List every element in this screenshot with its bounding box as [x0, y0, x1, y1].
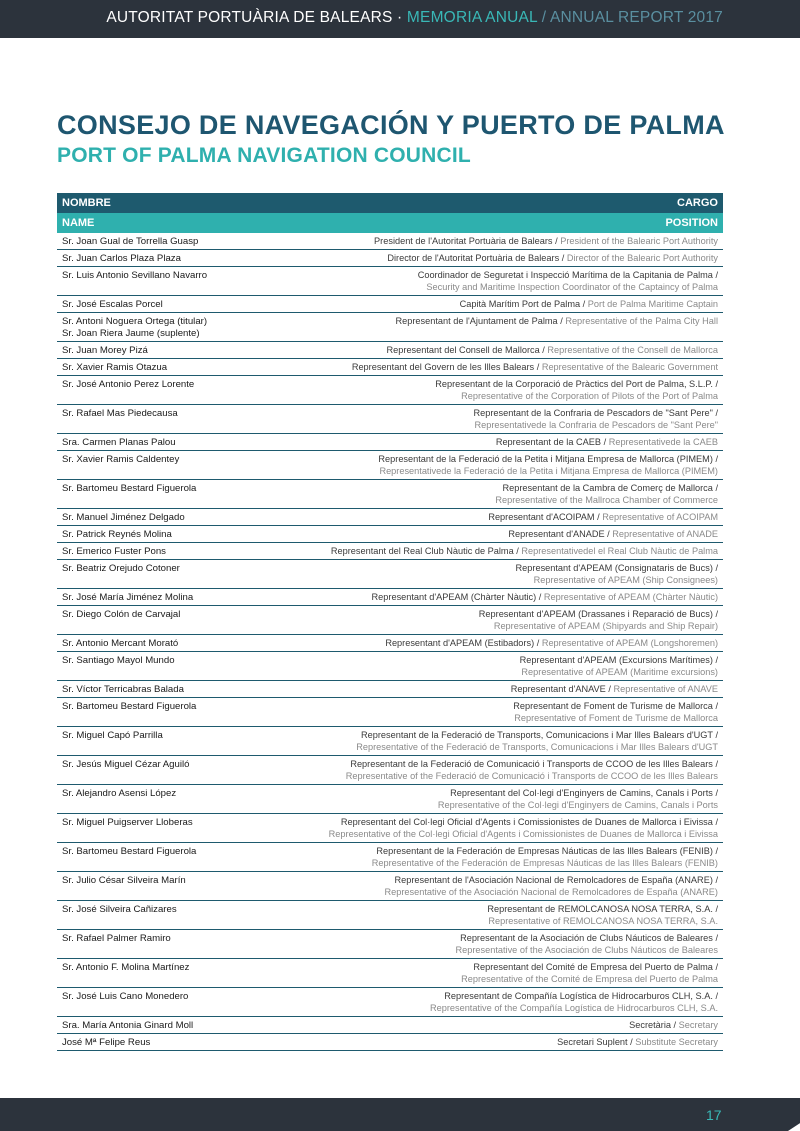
- member-name-text: José Mª Felipe Reus: [62, 1037, 151, 1048]
- position-catalan: President de l'Autoritat Portuària de Balears: [374, 236, 553, 246]
- position-english: Representative of the Federación de Empresas Náuticas de las Illes Balears (FENIB): [371, 857, 718, 868]
- header-position-ca: CARGO: [677, 197, 718, 209]
- table-row: [57, 313, 723, 342]
- position-catalan: Coordinador de Seguretat i Inspecció Marítima de la Capitania de Palma: [417, 270, 713, 280]
- position-separator: /: [712, 655, 718, 665]
- position-separator: /: [712, 454, 718, 464]
- position-separator: /: [712, 875, 718, 885]
- table-row: [57, 652, 723, 681]
- member-name-text: Sr. Juan Morey Pizá: [62, 345, 148, 356]
- position-english: Representative of the Federació de Transports, Comunicacions i Mar Illes Balears d'UGT: [356, 741, 718, 752]
- member-name: [62, 817, 193, 829]
- position-separator: /: [712, 817, 718, 827]
- position-english: Representative of APEAM (Chàrter Nàutic): [543, 592, 718, 602]
- position-separator: /: [712, 379, 718, 389]
- table-body: [57, 233, 723, 1051]
- position-catalan: Representant del Govern de les Illes Balears: [351, 362, 535, 372]
- table-row: [57, 509, 723, 526]
- position-separator: /: [712, 759, 718, 769]
- position-catalan: Director de l'Autoritat Portuària de Balears: [387, 253, 560, 263]
- member-name: [62, 991, 188, 1003]
- position-separator: /: [552, 236, 561, 246]
- member-name-text: Sr. Beatriz Orejudo Cotoner: [62, 563, 180, 574]
- position-separator: /: [604, 529, 613, 539]
- member-name-text: Sr. Rafael Palmer Ramiro: [62, 933, 171, 944]
- position-catalan: Representant del Consell de Mallorca: [386, 345, 540, 355]
- table-row: [57, 930, 723, 959]
- position-separator: /: [534, 362, 542, 372]
- position-english: Port de Palma Maritime Captain: [587, 299, 718, 309]
- position-separator: /: [712, 270, 718, 280]
- member-position: [487, 904, 718, 927]
- member-position: [346, 759, 718, 782]
- position-catalan: Representant de l'Asociación Nacional de Remolcadores de España (ANARE): [394, 875, 713, 885]
- position-separator: /: [712, 730, 718, 740]
- table-row: [57, 727, 723, 756]
- position-catalan: Representant de la Confraria de Pescadors de "Sant Pere": [473, 408, 713, 418]
- position-catalan: Representant de Compañía Logística de Hidrocarburos CLH, S.A.: [444, 991, 713, 1001]
- position-english: Secretary: [678, 1020, 718, 1030]
- position-catalan: Representant del Real Club Nàutic de Palma: [330, 546, 514, 556]
- position-english: Representative of Foment de Turisme de Mallorca: [514, 712, 718, 723]
- member-name: [62, 684, 184, 696]
- position-catalan: Representant de la Federació de Transports, Comunicacions i Mar Illes Balears d'UGT: [360, 730, 713, 740]
- position-catalan: Representant d'APEAM (Excursions Marítimes): [519, 655, 713, 665]
- member-name: [62, 379, 194, 391]
- position-english: Representativede la Federació de la Petita i Mitjana Empresa de Mallorca (PIMEM): [379, 465, 718, 476]
- member-name-text: Sr. Joan Gual de Torrella Guasp: [62, 236, 199, 247]
- member-position: [385, 875, 718, 898]
- table-row: [57, 342, 723, 359]
- member-position: [352, 362, 718, 374]
- member-name-text: Sr. Rafael Mas Piedecausa: [62, 408, 178, 419]
- footer-bar: [0, 1098, 800, 1131]
- member-name-text: Sr. Miguel Puigserver Lloberas: [62, 817, 193, 828]
- position-separator: /: [594, 512, 603, 522]
- member-name-substitute: Sr. Joan Riera Jaume (suplente): [62, 327, 200, 339]
- position-english: Representative of the Col·legi Oficial d'Agents i Comissionistes de Duanes de Mallorca i Eivissa: [328, 828, 718, 839]
- member-name: [62, 483, 196, 495]
- position-separator: /: [580, 299, 588, 309]
- member-position: [488, 512, 718, 524]
- member-position: [396, 316, 718, 328]
- table-row: [57, 988, 723, 1017]
- member-name-text: Sr. José Silveira Cañizares: [62, 904, 177, 915]
- member-name-text: Sr. Jesús Miguel Cézar Aguiló: [62, 759, 190, 770]
- member-name-text: Sr. Bartomeu Bestard Figuerola: [62, 701, 197, 712]
- member-name: [62, 362, 167, 374]
- position-english: Representative of APEAM (Ship Consignees): [533, 574, 718, 585]
- member-name-text: Sr. Emerico Fuster Pons: [62, 546, 166, 557]
- position-english: Representative of ANADE: [612, 529, 718, 539]
- position-catalan: Representant d'APEAM (Drassanes i Reparació de Bucs): [478, 609, 713, 619]
- table-header-en: [57, 213, 723, 233]
- position-separator: /: [712, 846, 718, 856]
- table-row: [57, 756, 723, 785]
- header-report: ANNUAL REPORT 2017: [549, 9, 723, 26]
- page-title-es: CONSEJO DE NAVEGACIÓN Y PUERTO DE PALMA: [57, 110, 725, 140]
- position-catalan: Representant de REMOLCANOSA NOSA TERRA, S.A.: [487, 904, 713, 914]
- position-english: Director of the Balearic Port Authority: [566, 253, 718, 263]
- table-row: [57, 250, 723, 267]
- member-name: [62, 1037, 150, 1049]
- member-name: [62, 609, 180, 621]
- position-separator: /: [712, 483, 718, 493]
- header-memoria: MEMORIA ANUAL: [406, 9, 538, 26]
- member-position: [513, 701, 718, 724]
- table-row: [57, 267, 723, 296]
- member-position: [438, 788, 718, 811]
- position-english: Representative of the Col·legi d'Enginyers de Camins, Canals i Ports: [437, 799, 718, 810]
- position-catalan: Representant d'APEAM (Chàrter Nàutic): [371, 592, 537, 602]
- table-row: [57, 543, 723, 560]
- member-name: [62, 253, 181, 265]
- member-position: [508, 529, 718, 541]
- member-position: [356, 730, 718, 753]
- position-separator: /: [539, 345, 548, 355]
- member-name: [62, 563, 180, 575]
- position-english: Representative of APEAM (Longshoremen): [541, 638, 718, 648]
- position-catalan: Representant de l'Ajuntament de Palma: [395, 316, 558, 326]
- position-separator: /: [627, 1037, 636, 1047]
- member-name: [62, 512, 185, 524]
- table-row: [57, 901, 723, 930]
- position-english: Representative of the Corporation of Pilots of the Port of Palma: [461, 390, 718, 401]
- table-row: [57, 359, 723, 376]
- member-name-text: Sr. Santiago Mayol Mundo: [62, 655, 175, 666]
- member-name: [62, 1020, 193, 1032]
- top-header-bar: [0, 0, 800, 38]
- table-row: [57, 843, 723, 872]
- member-name-text: Sra. Carmen Planas Palou: [62, 437, 176, 448]
- member-name: [62, 701, 196, 713]
- member-position: [387, 253, 718, 265]
- position-english: Representative of the Consell de Mallorca: [547, 345, 718, 355]
- position-english: Representative of the Palma City Hall: [565, 316, 718, 326]
- table-row: [57, 526, 723, 543]
- member-position: [461, 962, 718, 985]
- member-position: [385, 638, 718, 650]
- member-name-text: Sr. Luis Antonio Sevillano Navarro: [62, 270, 208, 281]
- table-row: [57, 681, 723, 698]
- position-catalan: Capità Marítim Port de Palma: [459, 299, 581, 309]
- position-separator: /: [534, 638, 542, 648]
- position-english: Substitute Secretary: [635, 1037, 718, 1047]
- member-name-text: Sr. José María Jiménez Molina: [62, 592, 194, 603]
- member-position: [331, 546, 718, 558]
- member-name-text: Sra. María Antonia Ginard Moll: [62, 1020, 194, 1031]
- position-catalan: Representant d'APEAM (Estibadors): [385, 638, 535, 648]
- position-catalan: Representant del Col·legi Oficial d'Agents i Comissionistes de Duanes de Mallorca i Eivissa: [340, 817, 713, 827]
- member-position: [473, 408, 718, 431]
- member-name-text: Sr. Alejandro Asensi López: [62, 788, 177, 799]
- table-row: [57, 296, 723, 313]
- table-row: [57, 589, 723, 606]
- member-position: [372, 592, 718, 604]
- position-separator: /: [559, 253, 567, 263]
- position-english: Representative of the Compañía Logística de Hidrocarburos CLH, S.A.: [429, 1002, 718, 1013]
- member-name-text: Sr. Antonio F. Molina Martínez: [62, 962, 190, 973]
- member-name-text: Sr. Juan Carlos Plaza Plaza: [62, 253, 181, 264]
- member-name-text: Sr. Julio César Silveira Marín: [62, 875, 186, 886]
- member-name-text: Sr. Víctor Terricabras Balada: [62, 684, 184, 695]
- position-separator: /: [712, 701, 718, 711]
- member-position: [460, 299, 718, 311]
- member-position: [516, 563, 718, 586]
- table-row: [57, 606, 723, 635]
- member-name-text: Sr. Antoni Noguera Ortega (titular): [62, 316, 208, 327]
- member-name-text: Sr. Diego Colón de Carvajal: [62, 609, 181, 620]
- table-row: [57, 872, 723, 901]
- member-position: [372, 846, 718, 869]
- table-row: [57, 785, 723, 814]
- position-separator: /: [513, 546, 522, 556]
- member-name: [62, 933, 171, 945]
- position-catalan: Representant de la Asociación de Clubs Náuticos de Baleares: [460, 933, 713, 943]
- member-position: [418, 270, 718, 293]
- position-catalan: Representant de Foment de Turisme de Mallorca: [513, 701, 713, 711]
- member-position: [387, 345, 718, 357]
- position-catalan: Representant del Comité de Empresa del Puerto de Palma: [473, 962, 713, 972]
- position-catalan: Representant de la Federación de Empresas Náuticas de las Illes Balears (FENIB): [376, 846, 713, 856]
- position-catalan: Secretari Suplent: [557, 1037, 628, 1047]
- member-position: [455, 933, 718, 956]
- position-english: Representative of ANAVE: [613, 684, 718, 694]
- header-position-en: POSITION: [665, 217, 718, 229]
- member-name: [62, 236, 198, 248]
- member-name-text: Sr. Bartomeu Bestard Figuerola: [62, 846, 197, 857]
- table-row: [57, 233, 723, 250]
- table-row: [57, 434, 723, 451]
- member-name: [62, 592, 193, 604]
- position-catalan: Representant de la Cambra de Comerç de Mallorca: [502, 483, 713, 493]
- position-english: Security and Maritime Inspection Coordinator of the Captaincy of Palma: [426, 281, 718, 292]
- table-row: [57, 814, 723, 843]
- position-english: Representative of the Asociación Nacional de Remolcadores de España (ANARE): [384, 886, 718, 897]
- member-name-text: Sr. José Escalas Porcel: [62, 299, 163, 310]
- position-separator: /: [557, 316, 566, 326]
- position-separator: /: [536, 592, 544, 602]
- member-name: [62, 345, 148, 357]
- position-english: Representative of the Comité de Empresa del Puerto de Palma: [461, 973, 718, 984]
- member-name: [62, 846, 196, 858]
- member-position: [557, 1037, 718, 1049]
- table-row: [57, 405, 723, 434]
- position-catalan: Representant d'ACOIPAM: [488, 512, 595, 522]
- member-position: [629, 1020, 718, 1032]
- page-title-en: PORT OF PALMA NAVIGATION COUNCIL: [57, 144, 471, 167]
- member-name: [62, 546, 166, 558]
- member-position: [496, 437, 718, 449]
- header-org: AUTORITAT PORTUÀRIA DE BALEARS: [106, 9, 393, 26]
- member-name: [62, 299, 163, 311]
- table-row: [57, 635, 723, 652]
- position-english: Representative of the Balearic Government: [541, 362, 718, 372]
- member-position: [479, 609, 718, 632]
- member-name: [62, 408, 178, 420]
- member-position: [495, 483, 718, 506]
- table-row: [57, 698, 723, 727]
- member-name-text: Sr. Bartomeu Bestard Figuerola: [62, 483, 197, 494]
- header-name-ca: NOMBRE: [62, 197, 111, 209]
- member-name-text: Sr. José Antonio Perez Lorente: [62, 379, 195, 390]
- member-name-text: Sr. José Luis Cano Monedero: [62, 991, 189, 1002]
- header-separator: ·: [392, 9, 407, 26]
- member-name: [62, 437, 176, 449]
- position-catalan: Representant de la Corporació de Pràctics del Port de Palma, S.L.P.: [435, 379, 713, 389]
- member-name-text: Sr. Xavier Ramis Otazua: [62, 362, 168, 373]
- member-name: [62, 730, 163, 742]
- table-row: [57, 959, 723, 988]
- member-position: [435, 379, 718, 402]
- member-position: [511, 684, 718, 696]
- council-table: [57, 193, 723, 1051]
- position-separator: /: [712, 408, 718, 418]
- position-catalan: Representant d'ANADE: [508, 529, 605, 539]
- member-name: [62, 316, 207, 339]
- position-english: Representative of ACOIPAM: [602, 512, 718, 522]
- member-name-text: Sr. Patrick Reynés Molina: [62, 529, 172, 540]
- position-catalan: Secretària: [629, 1020, 671, 1030]
- footer-stripe-decoration: [720, 1098, 800, 1131]
- position-english: President of the Balearic Port Authority: [560, 236, 718, 246]
- table-header-ca: [57, 193, 723, 213]
- member-name: [62, 529, 172, 541]
- position-catalan: Representant de la CAEB: [495, 437, 602, 447]
- position-english: Representative of the Federació de Comunicació i Transports de CCOO de les Illes Balears: [345, 770, 718, 781]
- position-catalan: Representant del Col·legi d'Enginyers de Camins, Canals i Ports: [450, 788, 713, 798]
- position-separator: /: [712, 962, 718, 972]
- member-name: [62, 454, 179, 466]
- position-separator: /: [712, 609, 718, 619]
- position-english: Representative of the Mallroca Chamber of Commerce: [495, 494, 718, 505]
- position-separator: /: [712, 991, 718, 1001]
- position-separator: /: [671, 1020, 679, 1030]
- position-english: Representative of REMOLCANOSA NOSA TERRA, S.A.: [488, 915, 718, 926]
- table-row: [57, 451, 723, 480]
- member-name: [62, 655, 175, 667]
- member-name-text: Sr. Xavier Ramis Caldentey: [62, 454, 180, 465]
- member-position: [378, 454, 718, 477]
- header-name-en: NAME: [62, 217, 95, 229]
- member-name-text: Sr. Antonio Mercant Morató: [62, 638, 179, 649]
- position-separator: /: [712, 904, 718, 914]
- page-number: 17: [706, 1107, 722, 1123]
- position-english: Representativede la CAEB: [608, 437, 718, 447]
- position-english: Representativedel el Real Club Nàutic de Palma: [521, 546, 718, 556]
- member-name: [62, 759, 189, 771]
- member-name: [62, 875, 186, 887]
- position-english: Representative of APEAM (Maritime excursions): [521, 666, 718, 677]
- position-catalan: Representant de la Federació de la Petita i Mitjana Empresa de Mallorca (PIMEM): [378, 454, 713, 464]
- header-slash: /: [537, 9, 550, 26]
- position-separator: /: [712, 563, 718, 573]
- member-name: [62, 638, 178, 650]
- member-position: [374, 236, 718, 248]
- table-row: [57, 560, 723, 589]
- position-catalan: Representant d'ANAVE: [510, 684, 606, 694]
- position-separator: /: [712, 788, 718, 798]
- position-separator: /: [712, 933, 718, 943]
- table-row: [57, 1017, 723, 1034]
- member-position: [430, 991, 718, 1014]
- member-name: [62, 904, 177, 916]
- table-row: [57, 480, 723, 509]
- position-english: Representativede la Confraria de Pescadors de "Sant Pere": [474, 419, 718, 430]
- position-english: Representative of APEAM (Shipyards and Ship Repair): [493, 620, 718, 631]
- member-name: [62, 270, 207, 282]
- report-header: [106, 9, 723, 27]
- member-name: [62, 788, 176, 800]
- member-name-text: Sr. Manuel Jiménez Delgado: [62, 512, 185, 523]
- member-position: [329, 817, 718, 840]
- table-row: [57, 1034, 723, 1051]
- position-english: Representative of the Asociación de Clubs Náuticos de Baleares: [455, 944, 718, 955]
- member-name-text: Sr. Miguel Capó Parrilla: [62, 730, 163, 741]
- table-row: [57, 376, 723, 405]
- member-name: [62, 962, 189, 974]
- member-position: [520, 655, 718, 678]
- position-catalan: Representant d'APEAM (Consignataris de Bucs): [515, 563, 713, 573]
- position-separator: /: [605, 684, 614, 694]
- position-separator: /: [601, 437, 609, 447]
- position-catalan: Representant de la Federació de Comunicació i Transports de CCOO de les Illes Balears: [350, 759, 713, 769]
